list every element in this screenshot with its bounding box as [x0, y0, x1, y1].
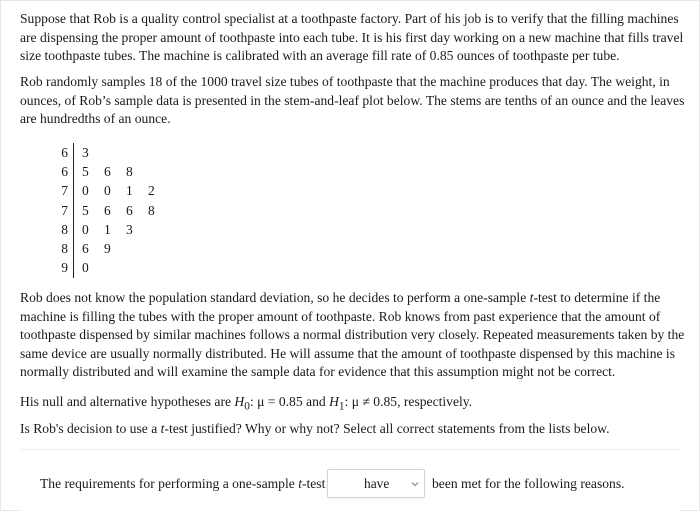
stem-value: 7	[54, 182, 74, 201]
stem-and-leaf-plot	[54, 143, 170, 278]
leaf-value: 9	[104, 241, 111, 257]
stem-value: 7	[54, 201, 74, 220]
stem-leaf-row	[54, 201, 170, 220]
leaf-value: 0	[104, 183, 111, 199]
leaf-value: 6	[126, 202, 133, 218]
have-dropdown[interactable]	[327, 469, 425, 498]
leaf-value: 5	[82, 202, 89, 218]
reasons-label: been met for the following reasons.	[432, 476, 625, 491]
stem-value: 6	[54, 162, 74, 181]
leaf-value: 3	[82, 144, 89, 160]
leaf-value: 8	[126, 163, 133, 179]
stem-value: 6	[54, 143, 74, 162]
stem-leaf-row	[54, 143, 170, 162]
leaf-value: 6	[104, 163, 111, 179]
leaves	[74, 143, 171, 162]
chevron-down-icon	[410, 479, 420, 489]
leaf-value: 8	[148, 202, 155, 218]
stem-leaf-row	[54, 220, 170, 239]
leaf-value: 3	[126, 221, 133, 237]
stem-value: 8	[54, 239, 74, 258]
leaf-value: 1	[126, 183, 133, 199]
stem-leaf-row	[54, 259, 170, 278]
leaf-value: 5	[82, 163, 89, 179]
leaves	[74, 182, 171, 201]
intro-paragraph: Suppose that Rob is a quality control specialist at a toothpaste factory. Part of his job is to verify that the filling machines are dispensing the proper amount of toothpaste into each tube. It is his first day working on a new machine that fills travel size toothpaste tubes. The machine is calibrated with an average fill rate of 0.85 ounces of toothpaste per tube.	[20, 11, 684, 64]
stem-leaf-row	[54, 182, 170, 201]
dropdown-value: have	[364, 476, 390, 491]
leaves	[74, 220, 171, 239]
sample-paragraph: Rob randomly samples 18 of the 1000 travel size tubes of toothpaste that the machine produces that day. The weight, in ounces, of Rob’s sample data is presented in the stem-and-leaf plot below. The stems are tenths of an ounce and the leaves are hundredths of an ounce.	[20, 74, 685, 127]
leaves	[74, 201, 171, 220]
alternative-hypothesis: $H_1$: μ ≠ 0.85	[329, 394, 398, 413]
leaf-value: 6	[82, 241, 89, 257]
stem-leaf-row	[54, 162, 170, 181]
leaf-value: 1	[104, 221, 111, 237]
leaves	[74, 239, 171, 258]
hypotheses-statement: His null and alternative hypotheses are $H_0$: μ = 0.85 and $H_1$: μ ≠ 0.85, respectively.	[20, 394, 473, 413]
null-hypothesis: $H_0$: μ = 0.85	[234, 394, 303, 413]
leaf-value: 0	[82, 221, 89, 237]
requirements-label: The requirements for performing a one-sample t-test	[40, 476, 326, 491]
stem-leaf-row	[54, 239, 170, 258]
leaf-value: 0	[82, 260, 89, 276]
stem-value: 8	[54, 220, 74, 239]
stem-value: 9	[54, 259, 74, 278]
leaf-value: 2	[148, 183, 155, 199]
question-prompt: Is Rob's decision to use a t-test justified? Why or why not? Select all correct statements from the lists below.	[20, 421, 610, 436]
leaf-value: 0	[82, 183, 89, 199]
leaves	[74, 259, 171, 278]
method-paragraph: Rob does not know the population standard deviation, so he decides to perform a one-sample t-test to determine if the machine is filling the tubes with the proper amount of toothpaste. Rob knows from past experience that the amount of toothpaste dispensed by similar machines follows a normal distribution very closely. Repeated measurements taken by the same device are usually normally distributed. He will assume that the amount of toothpaste dispensed by this machine is normally distributed and will examine the sample data for evidence that this assumption might not be correct.	[20, 290, 685, 380]
leaf-value: 6	[104, 202, 111, 218]
leaves	[74, 162, 171, 181]
